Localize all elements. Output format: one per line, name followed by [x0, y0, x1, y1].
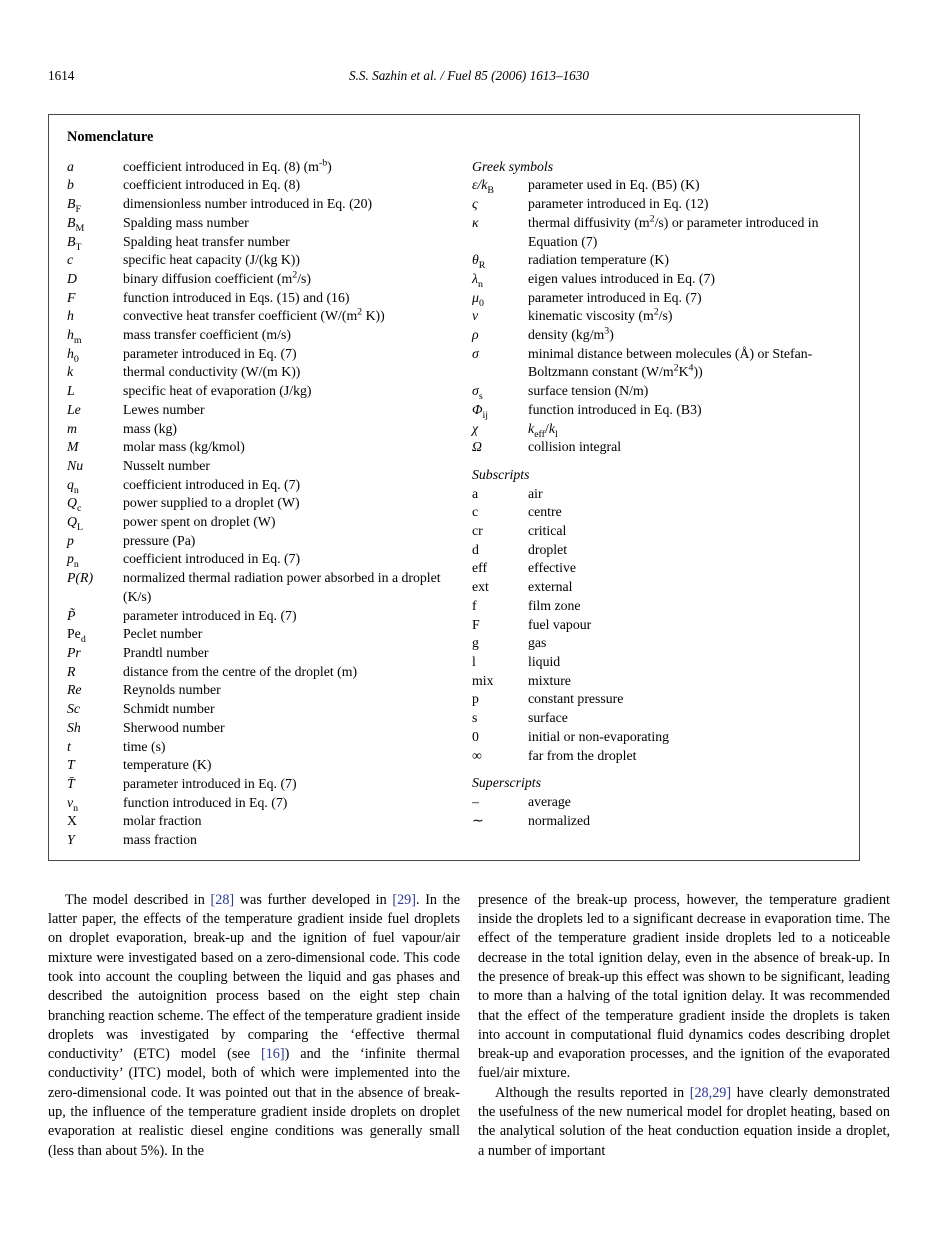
paragraph: The model described in [28] was further developed in [29]. In the latter paper, the effects of the temperature gradient inside fuel droplets on droplet evaporation, break-up and the ignition of fuel vapour/air mixture were investigated based on a zero-dimensional code. This code took into account the coupling between the liquid and gas phases and described the autoignition process based on the eight step chain branching reaction scheme. The effect of the temperature gradient inside droplets was investigated by comparing the ‘effective thermal conductivity’ (ETC) model (see [16]) and the ‘infinite thermal conductivity’ (ITC) model, both of which were implemented into the zero-dimensional code. It was pointed out that in the absence of break-up, the influence of the temperature gradient inside droplets on droplet evaporation at realistic diesel engine conditions was generally small (less than about 5%). In the	[48, 891, 460, 1159]
symbol: $B_F$	[67, 196, 81, 215]
nomenclature-entry	[67, 195, 472, 214]
symbol: b	[67, 177, 74, 193]
nomenclature-entry	[67, 607, 472, 626]
definition: eigen values introduced in Eq. (7)	[528, 270, 715, 286]
nomenclature-entry	[472, 690, 845, 709]
citation-link[interactable]: [16]	[260, 1046, 285, 1063]
nomenclature-entry	[472, 541, 845, 560]
symbol: h	[67, 308, 74, 324]
symbol: $\varepsilon/k_B$	[472, 177, 495, 197]
nomenclature-entry	[67, 214, 472, 233]
nomenclature-entry	[472, 176, 845, 195]
symbol: $Q_c$	[67, 495, 82, 515]
nomenclature-entry	[472, 709, 845, 728]
nomenclature-entry	[67, 663, 472, 682]
citation-link[interactable]: [29]	[392, 891, 416, 908]
symbol: T̄	[67, 775, 75, 791]
symbol: t	[67, 738, 71, 754]
symbol: $\theta_R$	[472, 252, 486, 271]
definition: power spent on droplet (W)	[123, 514, 276, 530]
definition: function introduced in Eqs. (15) and (16)	[123, 289, 350, 305]
nomenclature-entry	[67, 401, 472, 420]
nomenclature-entry	[67, 681, 472, 700]
symbol: $h_0$	[67, 345, 79, 365]
definition: distance from the centre of the droplet (m)	[123, 663, 358, 679]
symbol: c	[67, 252, 74, 268]
symbol: k	[67, 364, 74, 380]
symbol: P(R)	[67, 570, 94, 586]
running-head	[48, 68, 890, 88]
nomenclature-entry	[472, 672, 845, 691]
nomenclature-entry	[67, 307, 472, 326]
nomenclature-entry	[67, 270, 472, 289]
definition: coefficient introduced in Eq. (8)	[123, 177, 301, 193]
symbol: –	[472, 793, 479, 809]
nomenclature-entry	[472, 270, 845, 289]
definition: coefficient introduced in Eq. (8) $(m^{-b})$	[123, 157, 332, 174]
definition: specific heat of evaporation (J/kg)	[123, 383, 312, 399]
definition: Spalding heat transfer number	[123, 233, 290, 249]
nomenclature-entry	[472, 345, 845, 382]
nomenclature-entry	[472, 747, 845, 766]
symbol: ς	[472, 196, 478, 212]
nomenclature-entry	[472, 382, 845, 401]
nomenclature-entry	[472, 503, 845, 522]
nomenclature-entry	[67, 569, 472, 606]
symbol: p	[472, 691, 479, 707]
definition: binary diffusion coefficient $(m^2/s)$	[123, 269, 312, 286]
nomenclature-entry	[67, 700, 472, 719]
definition: parameter introduced in Eq. (7)	[123, 775, 297, 791]
symbol: cr	[472, 523, 483, 539]
nomenclature-columns	[67, 158, 845, 850]
nomenclature-entry	[67, 738, 472, 757]
symbol: $B_T$	[67, 233, 82, 253]
definition: convective heat transfer coefficient ($W/(m^2$ K))	[123, 306, 385, 324]
nomenclature-entry	[67, 532, 472, 551]
definition: radiation temperature (K)	[528, 252, 669, 268]
symbol: Re	[67, 682, 82, 698]
symbol: Y	[67, 832, 75, 848]
definition: mass (kg)	[123, 420, 178, 436]
definition: time (s)	[123, 738, 166, 754]
nomenclature-entry	[67, 756, 472, 775]
symbol: a	[67, 158, 74, 174]
nomenclature-entry	[472, 793, 845, 812]
symbol: 0	[472, 728, 479, 744]
symbol: $q_n$	[67, 476, 79, 496]
definition: molar fraction	[123, 813, 202, 829]
nomenclature-entry	[472, 522, 845, 541]
symbol: $\Phi_{ij}$	[472, 401, 489, 421]
definition: external	[528, 579, 573, 595]
nomenclature-entry	[472, 214, 845, 251]
definition: thermal diffusivity $(m^2/s)$ or parameter introduced in Equation (7)	[528, 213, 819, 249]
symbol: mix	[472, 672, 494, 688]
definition: air	[528, 485, 543, 501]
symbol: Ω	[472, 439, 482, 455]
definition: far from the droplet	[528, 747, 637, 763]
definition: surface	[528, 710, 568, 726]
nomenclature-entry	[472, 307, 845, 326]
symbol: c	[472, 504, 479, 520]
symbol: m	[67, 420, 77, 436]
definition: gas	[528, 635, 547, 651]
nomenclature-right	[472, 158, 845, 850]
symbol: eff	[472, 560, 488, 576]
definition: Nusselt number	[123, 457, 210, 473]
nomenclature-entry	[472, 559, 845, 578]
section-heading: Superscripts	[472, 775, 541, 791]
definition: pressure (Pa)	[123, 532, 196, 548]
nomenclature-entry	[67, 494, 472, 513]
definition: coefficient introduced in Eq. (7)	[123, 476, 301, 492]
symbol: ∞	[472, 747, 482, 763]
definition: centre	[528, 504, 562, 520]
symbol: p	[67, 532, 74, 548]
section-heading: Greek symbols	[472, 158, 554, 174]
nomenclature-entry	[67, 345, 472, 364]
nomenclature-entry	[67, 644, 472, 663]
symbol: $Pe_d$	[67, 626, 86, 646]
symbol: R	[67, 663, 76, 679]
definition: mass transfer coefficient (m/s)	[123, 327, 291, 343]
nomenclature-entry	[472, 597, 845, 616]
paragraph: Although the results reported in [28,29] have clearly demonstrated the usefulness of the new numerical model for droplet heating, based on the analytical solution of the heat conduction equation inside a droplet, a number of important	[478, 1084, 890, 1159]
symbol: ext	[472, 579, 489, 595]
symbol: ν	[472, 308, 479, 324]
symbol: M	[67, 439, 79, 455]
nomenclature-entry	[67, 251, 472, 270]
nomenclature-entry	[67, 831, 472, 850]
symbol: T	[67, 757, 75, 773]
nomenclature-entry	[67, 176, 472, 195]
symbol: χ	[472, 420, 479, 436]
nomenclature-entry	[67, 457, 472, 476]
definition: surface tension (N/m)	[528, 383, 649, 399]
running-title: S.S. Sazhin et al. / Fuel 85 (2006) 1613–1630	[349, 68, 589, 83]
symbol: D	[67, 270, 77, 286]
definition: collision integral	[528, 439, 622, 455]
symbol: σ	[472, 345, 479, 361]
definition: Lewes number	[123, 401, 205, 417]
nomenclature-box	[48, 114, 860, 861]
nomenclature-entry	[472, 812, 845, 831]
symbol: Nu	[67, 457, 84, 473]
nomenclature-entry	[67, 513, 472, 532]
nomenclature-entry	[67, 420, 472, 439]
symbol: s	[472, 710, 478, 726]
symbol: f	[472, 597, 477, 613]
definition: constant pressure	[528, 691, 624, 707]
definition: function introduced in Eq. (7)	[123, 794, 288, 810]
symbol: Sc	[67, 701, 81, 717]
definition: fuel vapour	[528, 616, 592, 632]
nomenclature-entry	[67, 326, 472, 345]
symbol: $\mu_0$	[472, 289, 484, 309]
symbol: Pr	[67, 644, 81, 660]
definition: critical	[528, 523, 567, 539]
symbol: $Q_L$	[67, 514, 84, 533]
definition: minimal distance between molecules (Å) or Stefan-Boltzmann constant $(W/m^2K^4)$)	[528, 345, 813, 380]
citation-link[interactable]: [28]	[210, 891, 235, 908]
definition: mixture	[528, 672, 571, 688]
nomenclature-entry	[472, 438, 845, 457]
definition: $k_{eff}/k_l$	[528, 420, 558, 440]
symbol: ∼	[472, 812, 484, 828]
nomenclature-entry	[472, 653, 845, 672]
definition: normalized thermal radiation power absorbed in a droplet (K/s)	[123, 570, 441, 604]
nomenclature-entry	[67, 794, 472, 813]
symbol: $\lambda_n$	[472, 270, 483, 290]
nomenclature-entry	[472, 634, 845, 653]
definition: specific heat capacity (J/(kg K))	[123, 252, 300, 268]
definition: liquid	[528, 653, 561, 669]
symbol: Le	[67, 401, 81, 417]
definition: Schmidt number	[123, 701, 215, 717]
paragraph: presence of the break-up process, however, the temperature gradient inside the droplets led to a significant decrease in evaporation time. The effect of the temperature gradient inside droplets led to a noticeable decrease in the total ignition delay, even in the absence of break-up. In the presence of break-up this effect was shown to be significant, leading to more than a halving of the total ignition delay. It was recommended that the effect of the temperature gradient inside the droplets is taken into account in computational fluid dynamics codes describing droplet break-up and evaporation processes, and the ignition of the evaporated fuel/air mixture.	[478, 891, 890, 1082]
nomenclature-entry	[67, 719, 472, 738]
symbol: κ	[472, 214, 479, 230]
definition: Peclet number	[123, 626, 203, 642]
definition: mass fraction	[123, 832, 197, 848]
definition: kinematic viscosity $(m^2/s)$	[528, 306, 673, 324]
definition: initial or non-evaporating	[528, 728, 669, 744]
symbol: $B_M$	[67, 214, 85, 234]
definition: power supplied to a droplet (W)	[123, 495, 300, 511]
nomenclature-entry	[472, 289, 845, 308]
definition: parameter introduced in Eq. (7)	[123, 607, 297, 623]
nomenclature-entry	[67, 812, 472, 831]
body-col-2	[478, 891, 890, 1161]
definition: effective	[528, 560, 576, 576]
symbol: F	[472, 616, 480, 632]
symbol: $v_n$	[67, 794, 79, 814]
definition: parameter used in Eq. (B5) (K)	[528, 177, 700, 193]
symbol: a	[472, 485, 479, 501]
nomenclature-entry	[472, 326, 845, 345]
nomenclature-entry	[472, 195, 845, 214]
symbol: g	[472, 635, 479, 651]
symbol: X	[67, 813, 77, 829]
nomenclature-title: Nomenclature	[67, 129, 154, 145]
nomenclature-entry	[472, 728, 845, 747]
citation-link[interactable]: [28,29]	[689, 1084, 732, 1101]
symbol: l	[472, 653, 476, 669]
nomenclature-entry	[67, 625, 472, 644]
definition: parameter introduced in Eq. (7)	[123, 345, 297, 361]
definition: Sherwood number	[123, 719, 225, 735]
definition: function introduced in Eq. (B3)	[528, 401, 702, 417]
nomenclature-entry	[67, 476, 472, 495]
nomenclature-entry	[472, 616, 845, 635]
nomenclature-entry	[67, 363, 472, 382]
nomenclature-left	[67, 158, 472, 850]
definition: film zone	[528, 597, 581, 613]
symbol: $p_n$	[67, 551, 79, 571]
body-col-1	[48, 891, 460, 1161]
section-heading: Subscripts	[472, 466, 530, 482]
definition: density $(kg/m^3)$	[528, 325, 614, 343]
nomenclature-entry	[472, 251, 845, 270]
nomenclature-entry	[67, 233, 472, 252]
nomenclature-entry	[472, 401, 845, 420]
body-text	[48, 891, 890, 1161]
symbol: P̃	[67, 607, 76, 623]
nomenclature-entry	[67, 382, 472, 401]
nomenclature-entry	[67, 775, 472, 794]
symbol: $\sigma_s$	[472, 383, 483, 402]
nomenclature-entry	[472, 578, 845, 597]
nomenclature-entry	[472, 485, 845, 504]
definition: Spalding mass number	[123, 214, 249, 230]
definition: temperature (K)	[123, 757, 212, 773]
definition: average	[528, 793, 571, 809]
symbol: Sh	[67, 719, 81, 735]
nomenclature-entry	[67, 438, 472, 457]
nomenclature-entry	[67, 289, 472, 308]
symbol: L	[67, 383, 75, 399]
symbol: ρ	[472, 327, 479, 343]
definition: Prandtl number	[123, 644, 209, 660]
definition: parameter introduced in Eq. (7)	[528, 289, 702, 305]
symbol: F	[67, 289, 76, 305]
definition: parameter introduced in Eq. (12)	[528, 196, 709, 212]
definition: molar mass (kg/kmol)	[123, 439, 245, 455]
definition: coefficient introduced in Eq. (7)	[123, 551, 301, 567]
symbol: $h_m$	[67, 327, 82, 346]
definition: dimensionless number introduced in Eq. (20)	[123, 196, 373, 212]
nomenclature-entry	[472, 420, 845, 439]
definition: thermal conductivity (W/(m K))	[123, 364, 301, 380]
definition: droplet	[528, 541, 568, 557]
nomenclature-entry	[67, 158, 472, 177]
page-number: 1614	[48, 68, 75, 83]
nomenclature-entry	[67, 550, 472, 569]
symbol: d	[472, 541, 479, 557]
definition: Reynolds number	[123, 682, 221, 698]
definition: normalized	[528, 812, 591, 828]
